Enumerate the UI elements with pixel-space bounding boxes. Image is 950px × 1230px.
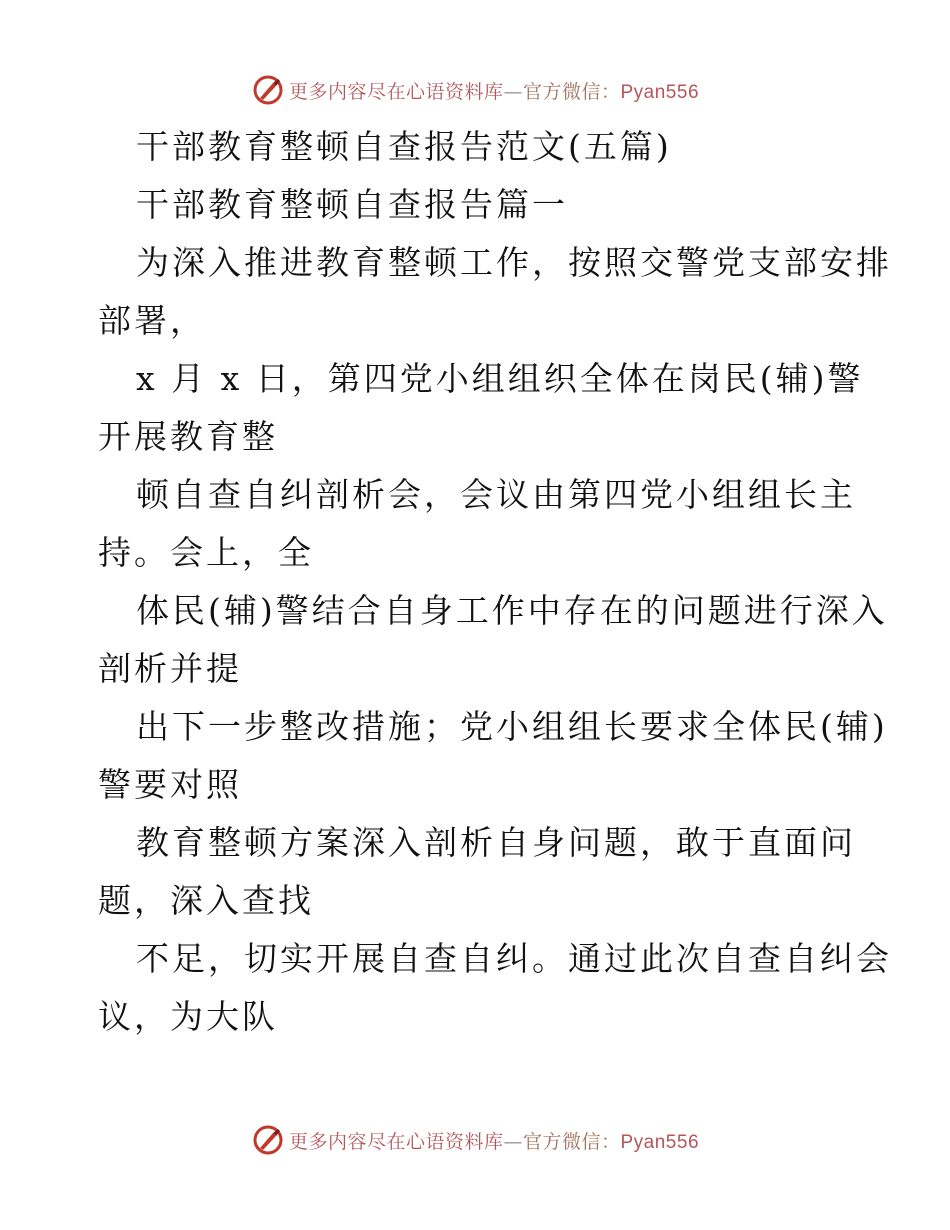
header-banner-wechat-label: 官方微信： <box>522 80 621 103</box>
paragraph-line: 题，深入查找 <box>98 881 314 920</box>
paragraph-line: 不足，切实开展自查自纠。通过此次自查自纠会 <box>136 939 892 978</box>
header-banner-separator: — <box>503 80 523 103</box>
footer-banner <box>0 1120 950 1160</box>
paragraph-line: x 月 x 日，第四党小组组织全体在岗民(辅)警 <box>136 359 864 398</box>
pen-logo-icon <box>251 73 285 107</box>
footer-banner-text <box>289 1127 699 1154</box>
paragraph-line: 开展教育整 <box>98 417 278 456</box>
pen-logo-icon <box>251 1123 285 1157</box>
header-banner-slogan: 更多内容尽在心语资料库 <box>288 80 504 103</box>
header-banner <box>0 70 950 110</box>
document-subtitle: 干部教育整顿自查报告篇一 <box>136 185 568 224</box>
paragraph-line: 持。会上，全 <box>98 533 314 572</box>
footer-banner-slogan: 更多内容尽在心语资料库 <box>288 1130 504 1153</box>
paragraph-line: 出下一步整改措施；党小组组长要求全体民(辅) <box>136 707 888 746</box>
document-body <box>98 118 892 1046</box>
footer-banner-separator: — <box>503 1130 523 1153</box>
footer-banner-wechat-label: 官方微信： <box>522 1130 621 1153</box>
header-banner-text <box>289 77 699 104</box>
footer-banner-wechat-id: Pyan556 <box>620 1131 700 1153</box>
header-banner-wechat-id: Pyan556 <box>620 81 700 103</box>
paragraph-line: 教育整顿方案深入剖析自身问题，敢于直面问 <box>136 823 856 862</box>
paragraph-line: 警要对照 <box>98 765 242 804</box>
paragraph-line: 为深入推进教育整顿工作，按照交警党支部安排 <box>136 243 892 282</box>
paragraph-line: 体民(辅)警结合自身工作中存在的问题进行深入 <box>136 591 888 630</box>
paragraph-line: 议，为大队 <box>98 997 278 1036</box>
paragraph-line: 部署， <box>98 301 206 340</box>
document-title: 干部教育整顿自查报告范文(五篇) <box>136 127 672 166</box>
paragraph-line: 顿自查自纠剖析会，会议由第四党小组组长主 <box>136 475 856 514</box>
paragraph-line: 剖析并提 <box>98 649 242 688</box>
